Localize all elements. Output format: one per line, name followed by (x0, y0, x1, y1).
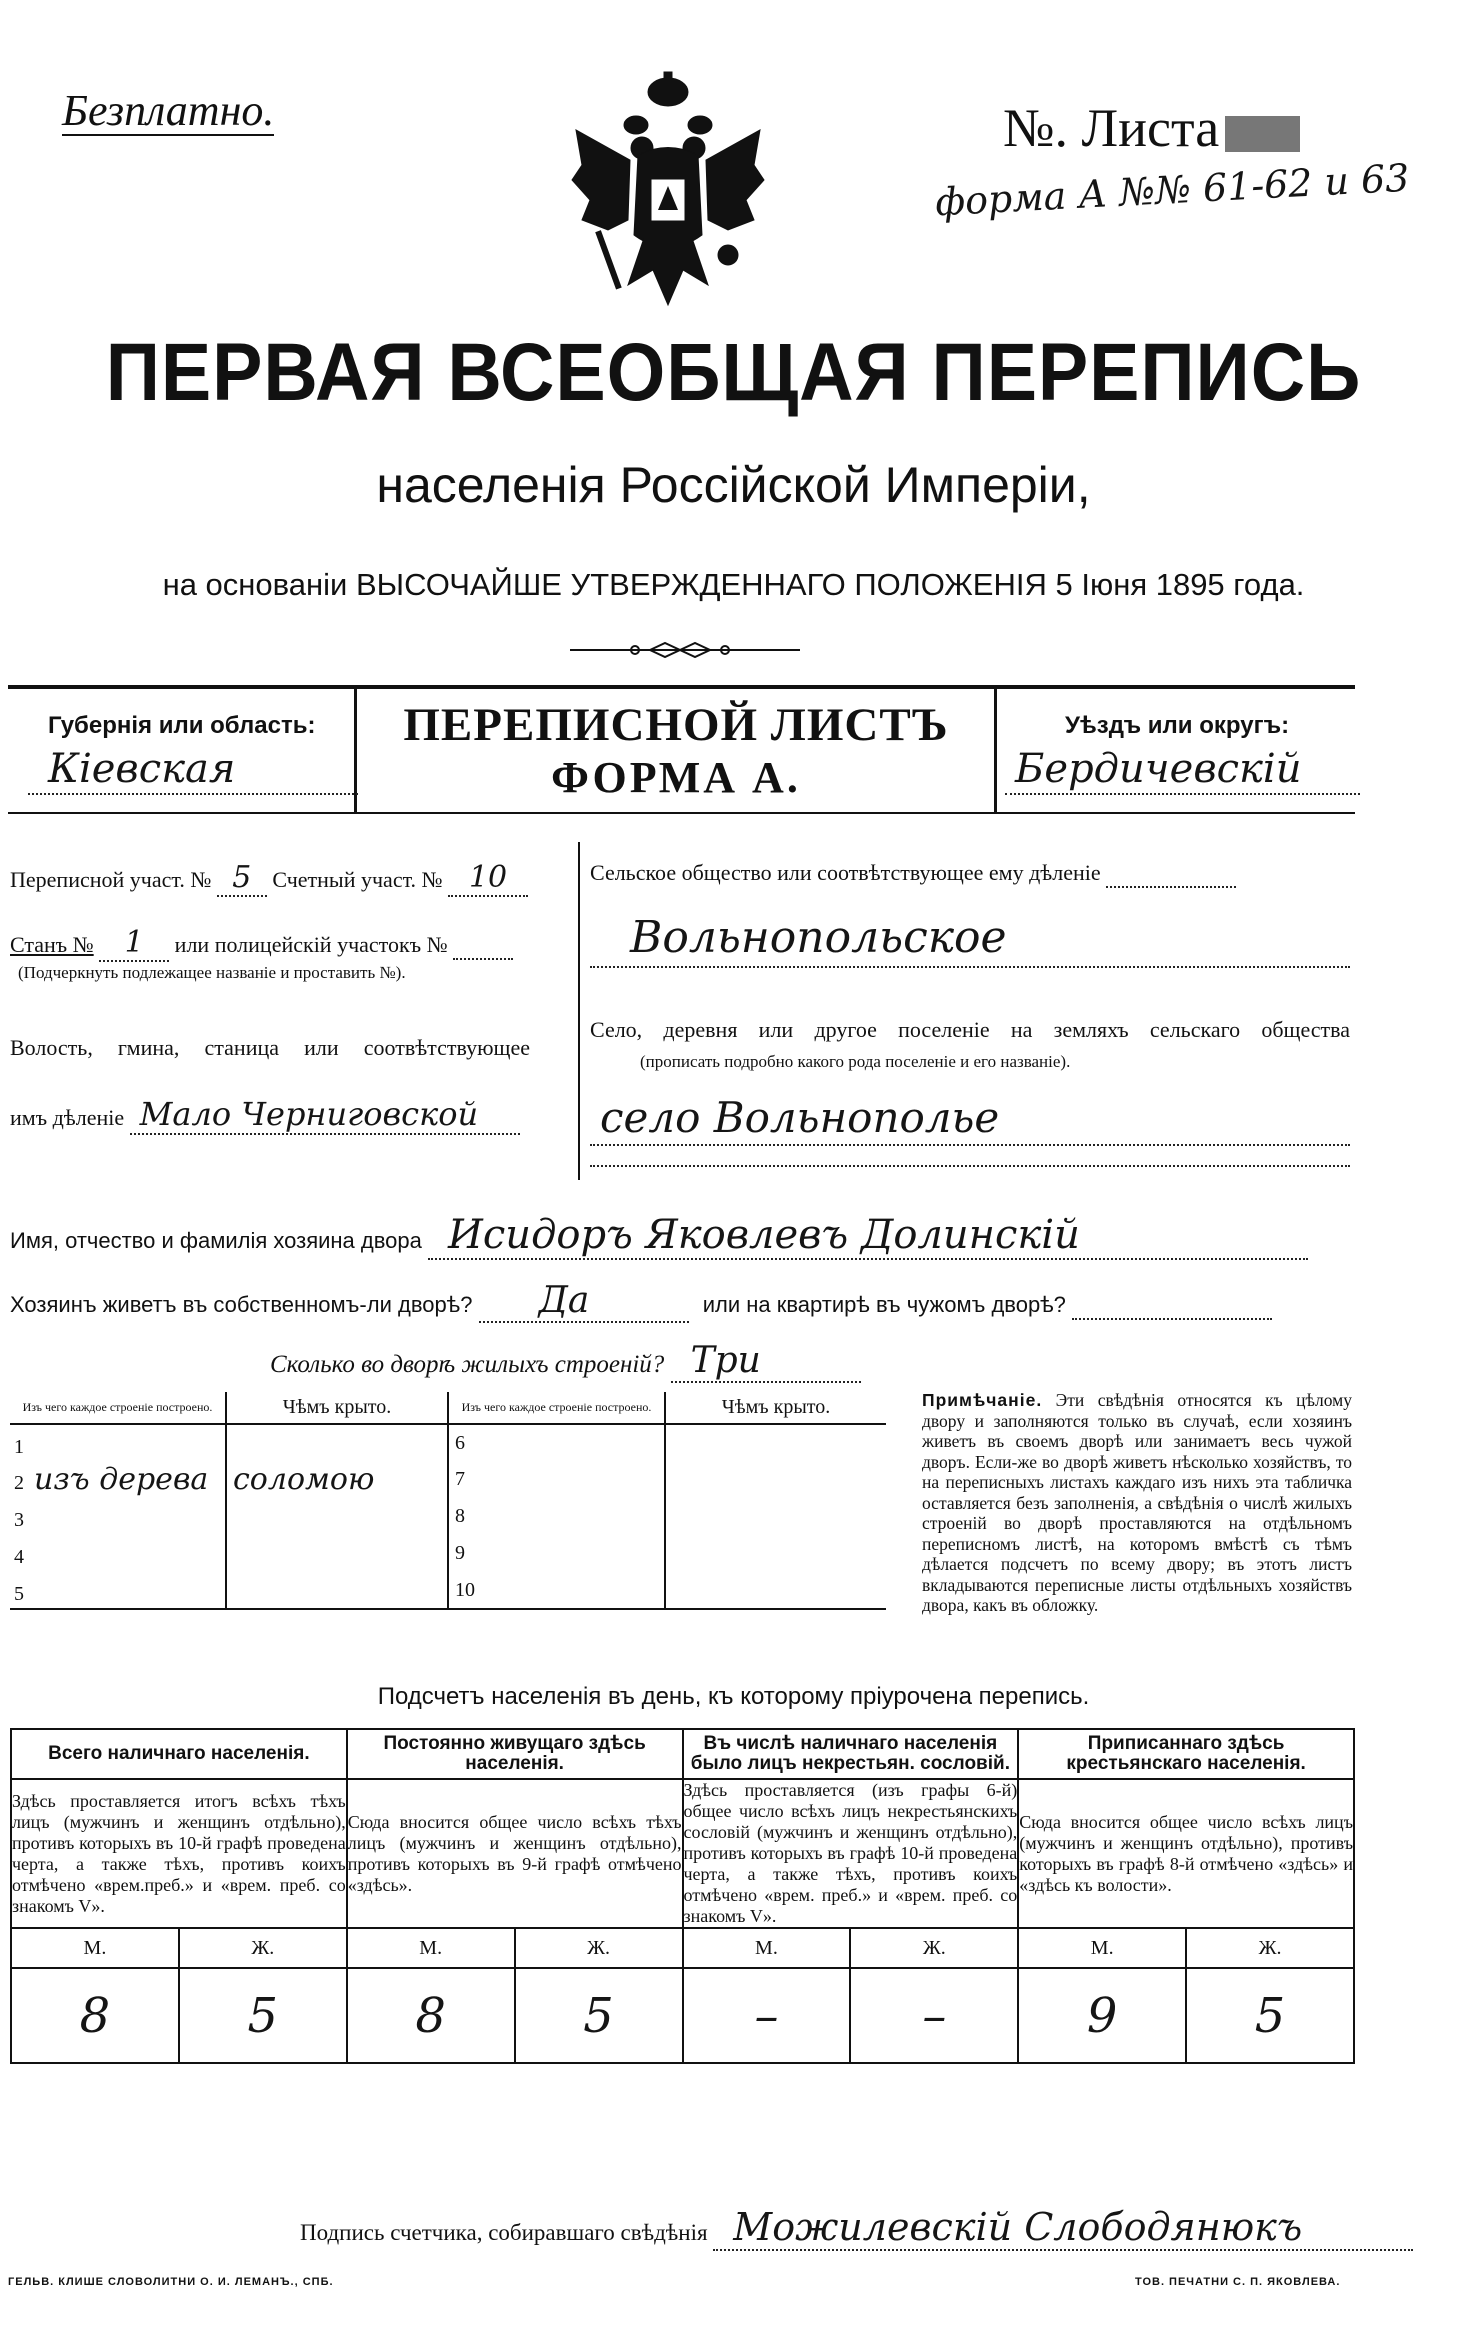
female-header-1: Ж. (179, 1928, 347, 1968)
note-text: Эти свѣдѣнія относятся къ цѣлому двору и заполняются только въ случаѣ, если хозяинъ живетъ въ своемъ дворѣ или занимаетъ весь чужой дворъ. Если-же во дворѣ живетъ нѣсколько хозяйствъ, то на переписныхъ листахъ каждаго изъ нихъ эта табличка оставляется безъ заполненія, а свѣдѣнія о числѣ жилыхъ строеній во дворѣ проставляются на отдѣльномъ переписномъ листѣ, на которомъ вмѣстѣ съ тѣмъ дѣлается подсчетъ по всему двору; въ этотъ листъ вкладываются переписные листы отдѣльныхъ хозяйствъ двора, какъ въ обложку. (922, 1390, 1352, 1615)
village-value: село Вольнополье (590, 1092, 1350, 1146)
count-section-value: 10 (448, 860, 528, 897)
buildings-row (270, 1340, 861, 1383)
subtitle: населенія Россійской Имперіи, (376, 457, 1091, 513)
male-header-3: М. (683, 1928, 851, 1968)
roof-cell-1 (226, 1424, 448, 1461)
count-section-desc-1: Здѣсь проставляется итогъ всѣхъ тѣхъ лицъ (мужчинъ и женщинъ отдѣльно), противъ которыхъ въ 10-й графѣ проведена черта, а также тѣхъ, противъ коихъ отмѣчено «врем.преб.» и «врем. преб. со знакомъ V». (11, 1779, 347, 1928)
row-number: 1 (14, 1435, 24, 1458)
ornament-divider-icon (570, 640, 800, 660)
owner-lives-label: Хозяинъ живетъ въ собственномъ-ли дворѣ? (10, 1292, 473, 1317)
count-section-title-3: Въ числѣ наличнаго населенія было лицъ некрестьян. сословій. (683, 1729, 1019, 1779)
village-label: Село, деревня или другое поселеніе на земляхъ сельскаго общества (590, 1017, 1350, 1042)
coat-of-arms-icon (568, 70, 768, 315)
built-cell-4 (10, 1535, 226, 1572)
built-value (24, 1499, 34, 1534)
female-header-4: Ж. (1186, 1928, 1354, 1968)
col-built-header-2: Изъ чего каждое строеніе построено. (448, 1392, 665, 1424)
count-section-desc-4: Сюда вносится общее число всѣхъ лицъ (мужчинъ и женщинъ отдѣльно), противъ которыхъ въ графѣ 8-й отмѣчено «здѣсь» и «здѣсь къ волости». (1018, 1779, 1354, 1928)
stan-label: Станъ № (10, 932, 94, 957)
free-label: Безплатно. (62, 86, 275, 135)
female-value-4: 5 (1186, 1968, 1354, 2063)
roof-cell-8 (665, 1498, 886, 1535)
roof-cell-2: соломою (226, 1461, 448, 1498)
male-value-1: 8 (11, 1968, 179, 2063)
sheet-title: ПЕРЕПИСНОЙ ЛИСТЪ (403, 699, 949, 751)
note-block (922, 1390, 1352, 1616)
count-section-desc-3: Здѣсь проставляется (изъ графы 6-й) общее число всѣхъ лицъ некрестьянскихъ сословій (мужчинъ и женщинъ отдѣльно), противъ которыхъ въ графѣ 10-й проведена черта, а также тѣхъ, противъ коихъ отмѣчено «врем. преб.» и «врем. преб. со знакомъ V». (683, 1780, 1018, 1926)
owner-lives-value: Да (479, 1280, 689, 1323)
male-header-4: М. (1018, 1928, 1186, 1968)
stan-row (10, 925, 513, 962)
male-value-3: – (683, 1968, 851, 2063)
row-number: 5 (14, 1582, 24, 1605)
gubernia-value: Кіевская (28, 745, 358, 795)
col-built-header: Изъ чего каждое строеніе построено. (10, 1392, 226, 1424)
built-cell-9: 9 (448, 1535, 665, 1572)
sheet-number-handwritten: форма А №№ 61-62 и 63 (934, 155, 1411, 225)
roof-cell-3 (226, 1498, 448, 1535)
volost-row (10, 1095, 520, 1135)
row-number: 3 (14, 1509, 24, 1531)
male-value-4: 9 (1018, 1968, 1186, 2063)
owner-lives-row (10, 1280, 1272, 1323)
roof-cell-6 (665, 1424, 886, 1461)
gubernia-label: Губернія или область: (48, 712, 316, 739)
male-header-1: М. (11, 1928, 179, 1968)
built-value: изъ дерева (34, 1462, 209, 1497)
col-roof-header: Чѣмъ крыто. (226, 1392, 448, 1424)
built-cell-7: 7 (448, 1461, 665, 1498)
built-value (24, 1426, 34, 1461)
society-label: Сельское общество или соотвѣтствующее ему дѣленіе (590, 860, 1101, 885)
built-cell-10: 10 (448, 1572, 665, 1609)
census-section-value: 5 (217, 860, 267, 897)
form-title: ФОРМА А. (551, 753, 801, 802)
census-section-row (10, 860, 528, 897)
built-cell-1 (10, 1424, 226, 1461)
roof-cell-7 (665, 1461, 886, 1498)
built-cell-2 (10, 1461, 226, 1498)
owner-name-label: Имя, отчество и фамилія хозяина двора (10, 1228, 422, 1253)
buildings-row-2 (10, 1461, 886, 1498)
male-value-2: 8 (347, 1968, 515, 2063)
row-number: 4 (14, 1546, 24, 1568)
footer-right: ТОВ. ПЕЧАТНИ С. П. ЯКОВЛЕВА. (1135, 2276, 1341, 2288)
underline-note: (Подчеркнуть подлежащее названіе и проставить №). (18, 963, 406, 982)
count-section-title-4: Приписаннаго здѣсь крестьянскаго населенія. (1018, 1729, 1354, 1779)
female-value-3: – (850, 1968, 1018, 2063)
note-title: Примѣчаніе. (922, 1390, 1043, 1410)
female-header-2: Ж. (515, 1928, 683, 1968)
village-note: (прописать подробно какого рода поселеніе и его названіе). (640, 1052, 1071, 1071)
volost-value: Мало Черниговской (130, 1095, 520, 1135)
count-title: Подсчетъ населенія въ день, къ которому пріурочена перепись. (377, 1683, 1090, 1710)
buildings-row-5 (10, 1572, 886, 1609)
buildings-label: Сколько во дворѣ жилыхъ строеній? (270, 1351, 665, 1378)
row-number: 2 (14, 1472, 24, 1494)
count-section-title-2: Постоянно живущаго здѣсь населенія. (347, 1729, 683, 1779)
count-section-title-1: Всего наличнаго населенія. (11, 1729, 347, 1779)
built-cell-8: 8 (448, 1498, 665, 1535)
police-label: или полицейскій участокъ № (174, 932, 448, 957)
redaction-mark (1225, 116, 1300, 152)
uezd-value: Бердичевскій (1005, 745, 1360, 795)
society-value: Вольнопольское (590, 910, 1350, 968)
roof-cell-9 (665, 1535, 886, 1572)
buildings-row-3 (10, 1498, 886, 1535)
count-section-desc-2: Сюда вносится общее число всѣхъ тѣхъ лицъ (мужчинъ и женщинъ отдѣльно), противъ которыхъ въ 9-й графѣ отмѣчено «здѣсь». (347, 1779, 683, 1928)
society-row (590, 860, 1236, 888)
female-value-1: 5 (179, 1968, 347, 2063)
signature-value: Можилевскій Слободянюкъ (713, 2205, 1413, 2251)
buildings-row-1 (10, 1424, 886, 1461)
sheet-number-label: №. Листа (1003, 98, 1220, 158)
stan-value: 1 (99, 925, 169, 962)
male-header-2: М. (347, 1928, 515, 1968)
roof-cell-10 (665, 1572, 886, 1609)
count-section-label: Счетный участ. № (272, 867, 443, 892)
signature-label: Подпись счетчика, собиравшаго свѣдѣнія (300, 2220, 708, 2245)
count-table (10, 1728, 1355, 2064)
female-header-3: Ж. (850, 1928, 1018, 1968)
built-cell-6: 6 (448, 1424, 665, 1461)
buildings-row-4 (10, 1535, 886, 1572)
main-title: ПЕРВАЯ ВСЕОБЩАЯ ПЕРЕПИСЬ (105, 327, 1362, 418)
buildings-value: Три (671, 1340, 861, 1383)
signature-row (300, 2205, 1413, 2251)
female-value-2: 5 (515, 1968, 683, 2063)
owner-name-value: Исидоръ Яковлевъ Долинскій (428, 1212, 1308, 1260)
built-value (24, 1573, 34, 1608)
uezd-label: Уѣздъ или округъ: (1065, 712, 1290, 739)
roof-cell-5 (226, 1572, 448, 1609)
buildings-table (10, 1392, 886, 1610)
census-section-label: Переписной участ. № (10, 867, 212, 892)
owner-or-label: или на квартирѣ въ чужомъ дворѣ? (702, 1292, 1066, 1317)
built-cell-5 (10, 1572, 226, 1609)
footer-left: ГЕЛЬВ. КЛИШЕ СЛОВОЛИТНИ О. И. ЛЕМАНЪ., СПБ. (8, 2276, 334, 2288)
roof-cell-4 (226, 1535, 448, 1572)
volost-label-2: имъ дѣленіе (10, 1105, 125, 1130)
basis-line: на основаніи ВЫСОЧАЙШЕ УТВЕРЖДЕННАГО ПОЛОЖЕНІЯ 5 Іюня 1895 года. (162, 567, 1305, 602)
owner-name-row (10, 1212, 1308, 1260)
volost-label-1: Волость, гмина, станица или соотвѣтствующее (10, 1035, 530, 1060)
built-value (24, 1536, 34, 1571)
col-roof-header-2: Чѣмъ крыто. (665, 1392, 886, 1424)
built-cell-3 (10, 1498, 226, 1535)
